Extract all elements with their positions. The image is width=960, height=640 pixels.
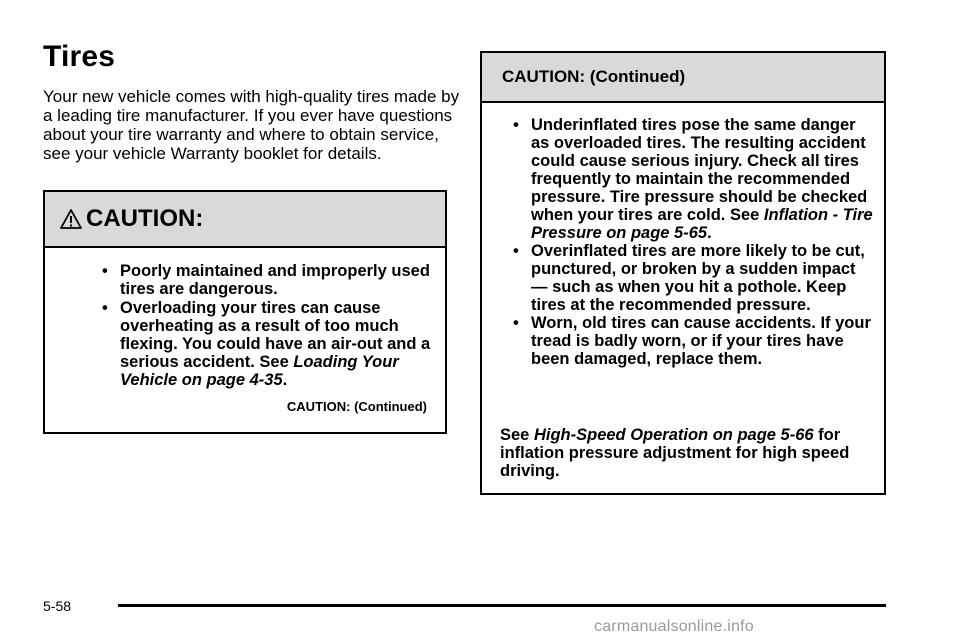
see-reference-paragraph: See High-Speed Operation on page 5-66 for inflation pressure adjustment for high speed driving. xyxy=(500,426,850,480)
caution-continued-box xyxy=(480,51,886,495)
caution-box xyxy=(43,190,447,434)
caution-item: • Underinflated tires pose the same danger as overloaded tires. The resulting accident could cause serious injury. Check all tires frequently to maintain the recommended pressure. Tire pressure should be checked when your tires are cold. See Inflation - Tire Pressure on page 5-65. xyxy=(513,116,873,242)
cross-reference-link[interactable]: Inflation - Tire Pressure on page 5-65 xyxy=(531,206,873,242)
page-number: 5-58 xyxy=(43,598,72,614)
cross-reference-link[interactable]: Loading Your Vehicle on page 4-35 xyxy=(120,353,399,389)
intro-paragraph: Your new vehicle comes with high-quality tires made by a leading tire manufacturer. If you ever have questions about your tire warranty and where to obtain service, see your vehicle Warranty booklet for details. xyxy=(43,87,460,163)
page-title: Tires xyxy=(43,40,116,73)
caution-item: • Overloading your tires can cause overheating as a result of too much flexing. You could have an air-out and a serious accident. See Loading Your Vehicle on page 4-35. xyxy=(102,299,442,389)
warning-triangle-icon xyxy=(60,208,82,230)
caution-continued-note: CAUTION: (Continued) xyxy=(286,399,427,414)
caution-item: • Worn, old tires can cause accidents. If your tread is badly worn, or if your tires have been damaged, replace them. xyxy=(513,314,873,368)
watermark: carmanualsonline.info xyxy=(594,618,754,635)
caution-heading: CAUTION: xyxy=(86,205,204,232)
cross-reference-link[interactable]: High-Speed Operation on page 5-66 xyxy=(533,426,814,444)
caution-continued-header xyxy=(482,53,884,103)
caution-continued-list xyxy=(513,116,873,368)
caution-continued-heading: CAUTION: (Continued) xyxy=(502,67,686,86)
footer-rule xyxy=(118,604,886,607)
caution-list xyxy=(102,262,442,390)
caution-box-header xyxy=(45,192,445,248)
caution-item: • Overinflated tires are more likely to be cut, punctured, or broken by a sudden impact — such as when you hit a pothole. Keep tires at the recommended pressure. xyxy=(513,242,873,314)
caution-item: • Poorly maintained and improperly used tires are dangerous. xyxy=(102,262,442,298)
